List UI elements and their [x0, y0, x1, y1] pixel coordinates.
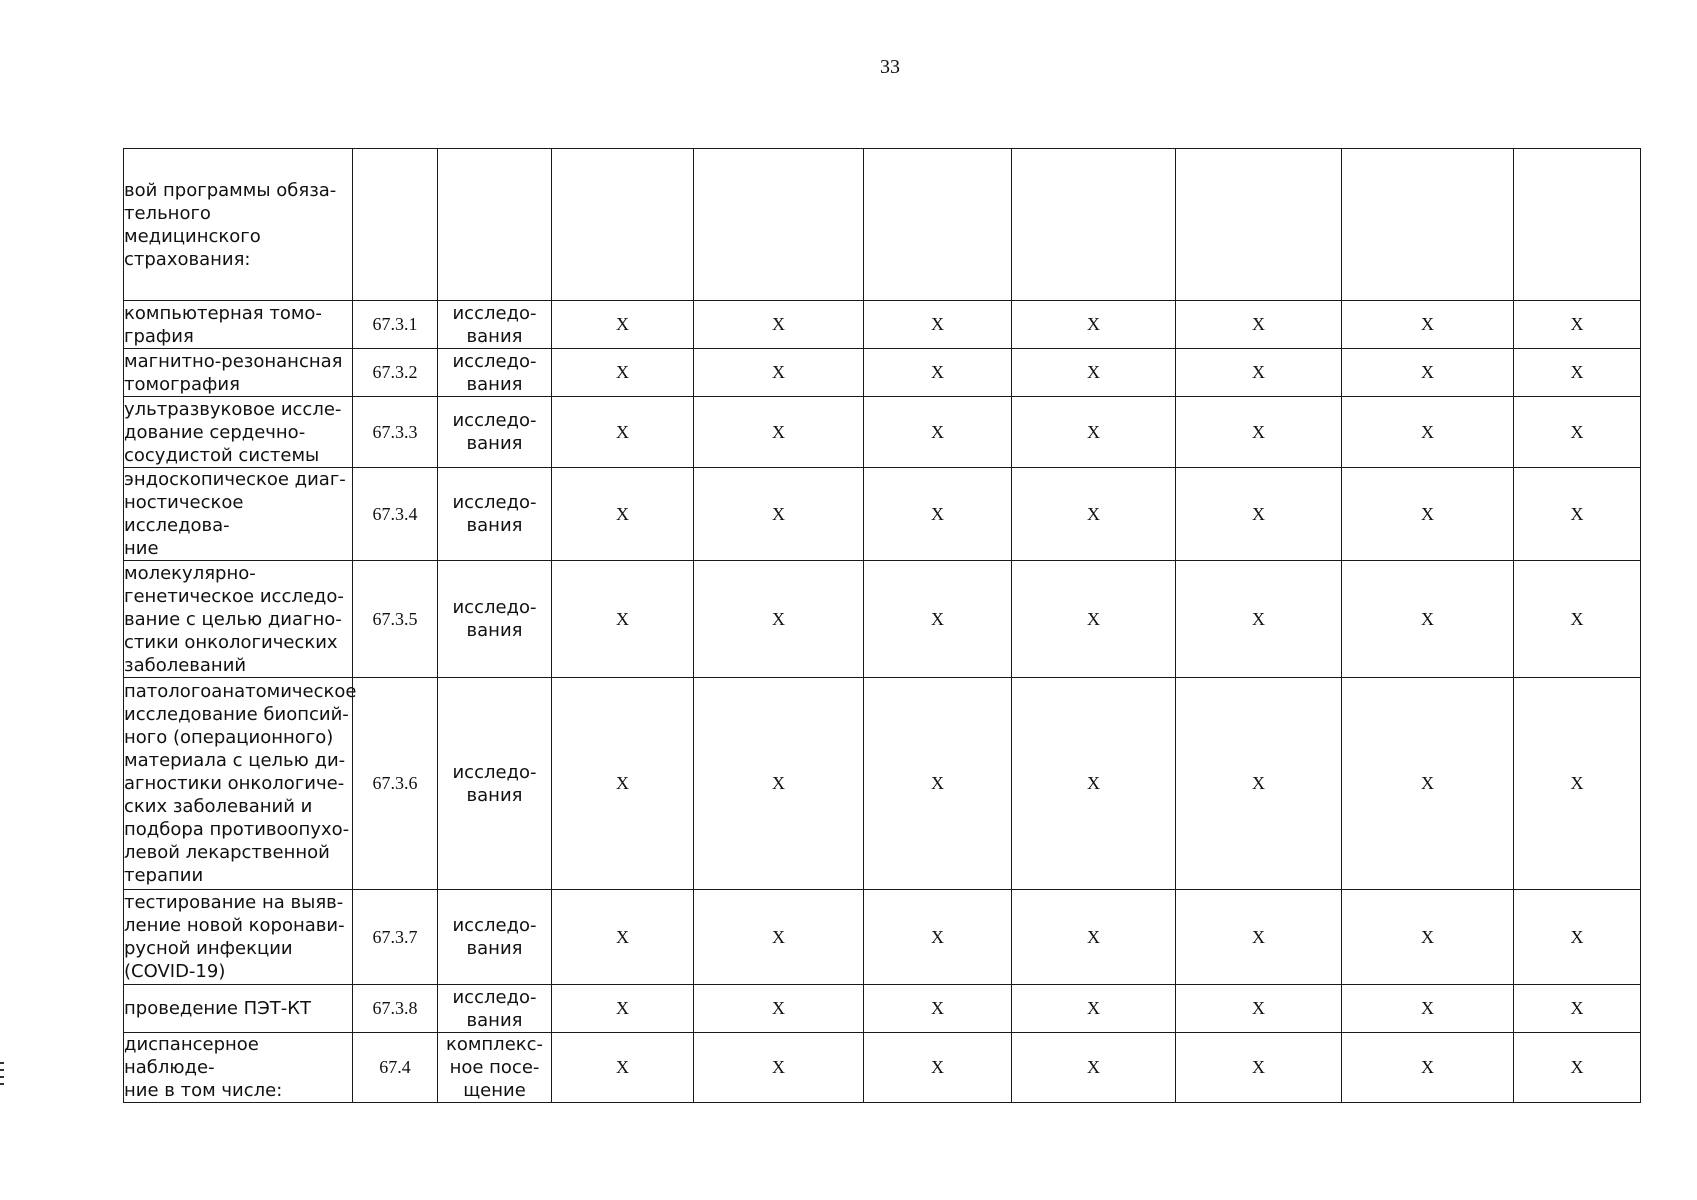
value-cell: Х: [1176, 1033, 1342, 1103]
row-name-line: страхования:: [124, 248, 251, 270]
row-name-cell: [124, 301, 353, 349]
value-cell: [864, 149, 1012, 301]
row-name-line: диспансерное наблюде-: [124, 1034, 259, 1078]
value-cell: Х: [1514, 349, 1641, 397]
value-cell: Х: [552, 1033, 694, 1103]
value-cell: Х: [864, 890, 1012, 985]
row-unit-line: исследо-: [452, 986, 537, 1008]
value-cell: Х: [1176, 397, 1342, 468]
row-unit-cell: [438, 149, 552, 301]
row-name-line: магнитно-резонансная: [124, 350, 343, 372]
row-name-line: томография: [124, 373, 240, 395]
value-cell: Х: [1176, 890, 1342, 985]
table-row: [124, 890, 1641, 985]
value-cell: Х: [552, 301, 694, 349]
value-cell: Х: [694, 985, 864, 1033]
row-name-cell: [124, 397, 353, 468]
value-cell: Х: [1342, 985, 1514, 1033]
row-name-line: стики онкологических: [124, 631, 338, 653]
row-unit-cell: [438, 397, 552, 468]
row-name-cell: [124, 985, 353, 1033]
row-unit-line: вания: [466, 1009, 523, 1031]
table-row: [124, 349, 1641, 397]
page-number: 33: [880, 56, 900, 78]
table-row: [124, 468, 1641, 561]
row-name-line: ние в том числе:: [124, 1080, 283, 1101]
value-cell: Х: [1342, 561, 1514, 678]
row-name-line: ультразвуковое иссле-: [124, 398, 342, 420]
row-code-cell: 67.3.5: [353, 561, 438, 678]
row-code-cell: 67.4: [353, 1033, 438, 1103]
row-code-cell: 67.3.2: [353, 349, 438, 397]
value-cell: Х: [1514, 985, 1641, 1033]
value-cell: [1342, 149, 1514, 301]
row-unit-cell: [438, 561, 552, 678]
row-unit-line: щение: [463, 1080, 526, 1101]
value-cell: Х: [1176, 561, 1342, 678]
row-name-cell: [124, 890, 353, 985]
row-name-line: ностическое исследова-: [124, 492, 244, 536]
value-cell: Х: [1012, 561, 1176, 678]
row-name-line: ских заболеваний и: [124, 796, 313, 817]
value-cell: Х: [1514, 397, 1641, 468]
row-name-line: компьютерная томо-: [124, 302, 322, 324]
row-name-line: материала с целью ди-: [124, 750, 346, 771]
value-cell: Х: [694, 1033, 864, 1103]
value-cell: Х: [1176, 349, 1342, 397]
table-row: [124, 985, 1641, 1033]
value-cell: [1176, 149, 1342, 301]
row-unit-line: вания: [466, 784, 523, 806]
value-cell: Х: [1514, 678, 1641, 890]
value-cell: Х: [1012, 468, 1176, 561]
row-name-line: ление новой коронави-: [124, 915, 345, 936]
row-name-line: подбора противоопухо-: [124, 819, 350, 840]
value-cell: Х: [1176, 468, 1342, 561]
services-table: [123, 148, 1641, 1103]
row-code-cell: 67.3.1: [353, 301, 438, 349]
value-cell: Х: [1012, 678, 1176, 890]
row-name-line: терапии: [124, 865, 204, 886]
value-cell: Х: [1342, 1033, 1514, 1103]
row-name-line: графия: [124, 325, 194, 347]
row-unit-line: исследо-: [452, 915, 537, 936]
value-cell: Х: [1514, 890, 1641, 985]
row-name-cell: [124, 149, 353, 301]
row-unit-cell: [438, 301, 552, 349]
row-unit-line: вания: [466, 515, 523, 536]
value-cell: Х: [694, 468, 864, 561]
row-name-line: дование сердечно-: [124, 421, 306, 443]
value-cell: Х: [552, 985, 694, 1033]
value-cell: Х: [1342, 468, 1514, 561]
row-name-cell: [124, 349, 353, 397]
row-unit-line: исследо-: [452, 492, 537, 513]
value-cell: Х: [1514, 1033, 1641, 1103]
value-cell: Х: [694, 678, 864, 890]
row-unit-line: исследо-: [452, 410, 537, 431]
row-name-line: вание с целью диагно-: [124, 608, 342, 630]
row-name-line: молекулярно-: [124, 562, 256, 584]
value-cell: Х: [694, 397, 864, 468]
value-cell: Х: [1012, 349, 1176, 397]
row-unit-line: исследо-: [452, 350, 537, 372]
value-cell: Х: [1176, 678, 1342, 890]
row-code-cell: [353, 149, 438, 301]
value-cell: Х: [864, 397, 1012, 468]
row-unit-line: вания: [466, 325, 523, 347]
row-unit-line: исследо-: [452, 761, 537, 783]
row-name-line: генетическое исследо-: [124, 585, 344, 607]
row-name-line: заболеваний: [124, 654, 247, 676]
row-name-line: тельного медицинского: [124, 202, 261, 247]
table-row: [124, 1033, 1641, 1103]
value-cell: Х: [694, 561, 864, 678]
value-cell: [552, 149, 694, 301]
value-cell: Х: [864, 561, 1012, 678]
value-cell: Х: [1342, 397, 1514, 468]
row-unit-line: вания: [466, 938, 523, 959]
row-code-cell: 67.3.3: [353, 397, 438, 468]
row-unit-line: вания: [466, 620, 523, 641]
value-cell: Х: [1012, 397, 1176, 468]
value-cell: Х: [864, 301, 1012, 349]
row-name-line: (COVID-19): [124, 961, 226, 982]
value-cell: Х: [552, 890, 694, 985]
row-unit-line: вания: [466, 433, 523, 454]
row-unit-cell: [438, 678, 552, 890]
row-code-cell: 67.3.8: [353, 985, 438, 1033]
row-name-line: исследование биопсий-: [124, 704, 349, 725]
value-cell: Х: [864, 1033, 1012, 1103]
value-cell: Х: [1012, 1033, 1176, 1103]
row-name-cell: [124, 1033, 353, 1103]
row-name-line: левой лекарственной: [124, 842, 330, 863]
value-cell: [694, 149, 864, 301]
row-unit-line: исследо-: [452, 597, 537, 618]
value-cell: Х: [864, 349, 1012, 397]
row-unit-cell: [438, 890, 552, 985]
value-cell: Х: [694, 890, 864, 985]
row-name-line: агностики онкологиче-: [124, 773, 345, 794]
value-cell: Х: [864, 468, 1012, 561]
table-row: [124, 561, 1641, 678]
value-cell: [1514, 149, 1641, 301]
value-cell: Х: [694, 349, 864, 397]
row-name-line: проведение ПЭТ-КТ: [124, 998, 312, 1019]
row-unit-line: вания: [466, 373, 523, 395]
row-unit-cell: [438, 349, 552, 397]
row-code-cell: 67.3.7: [353, 890, 438, 985]
value-cell: Х: [552, 561, 694, 678]
value-cell: Х: [1012, 985, 1176, 1033]
value-cell: [1012, 149, 1176, 301]
row-code-cell: 67.3.6: [353, 678, 438, 890]
row-unit-cell: [438, 468, 552, 561]
row-name-line: тестирование на выяв-: [124, 892, 344, 913]
table-row: [124, 149, 1641, 301]
row-unit-cell: [438, 985, 552, 1033]
row-name-line: русной инфекции: [124, 938, 293, 959]
table-row: [124, 678, 1641, 890]
value-cell: Х: [552, 468, 694, 561]
value-cell: Х: [1012, 890, 1176, 985]
row-name-line: патологоанатомическое: [124, 681, 357, 702]
table-row: [124, 301, 1641, 349]
value-cell: Х: [1342, 678, 1514, 890]
value-cell: Х: [1342, 890, 1514, 985]
value-cell: Х: [552, 349, 694, 397]
row-name-cell: [124, 561, 353, 678]
row-name-line: ного (операционного): [124, 727, 334, 748]
row-name-cell: [124, 678, 357, 890]
row-unit-cell: [438, 1033, 552, 1103]
value-cell: Х: [1514, 468, 1641, 561]
binding-marks: [0, 1062, 4, 1090]
value-cell: Х: [1176, 985, 1342, 1033]
row-unit-line: комплекс-: [445, 1034, 544, 1055]
row-name-cell: [124, 468, 353, 561]
value-cell: Х: [1012, 301, 1176, 349]
value-cell: Х: [694, 301, 864, 349]
row-name-line: сосудистой системы: [124, 444, 320, 466]
row-name-line: вой программы обяза-: [124, 179, 337, 201]
table-row: [124, 397, 1641, 468]
value-cell: Х: [552, 397, 694, 468]
value-cell: Х: [1342, 301, 1514, 349]
row-code-cell: 67.3.4: [353, 468, 438, 561]
row-name-line: ние: [124, 538, 159, 559]
value-cell: Х: [864, 678, 1012, 890]
value-cell: Х: [864, 985, 1012, 1033]
value-cell: Х: [1176, 301, 1342, 349]
row-unit-line: ное посе-: [449, 1057, 540, 1078]
value-cell: Х: [1514, 561, 1641, 678]
value-cell: Х: [552, 678, 694, 890]
row-name-line: эндоскопическое диаг-: [124, 469, 346, 490]
row-unit-line: исследо-: [452, 302, 537, 324]
value-cell: Х: [1342, 349, 1514, 397]
value-cell: Х: [1514, 301, 1641, 349]
